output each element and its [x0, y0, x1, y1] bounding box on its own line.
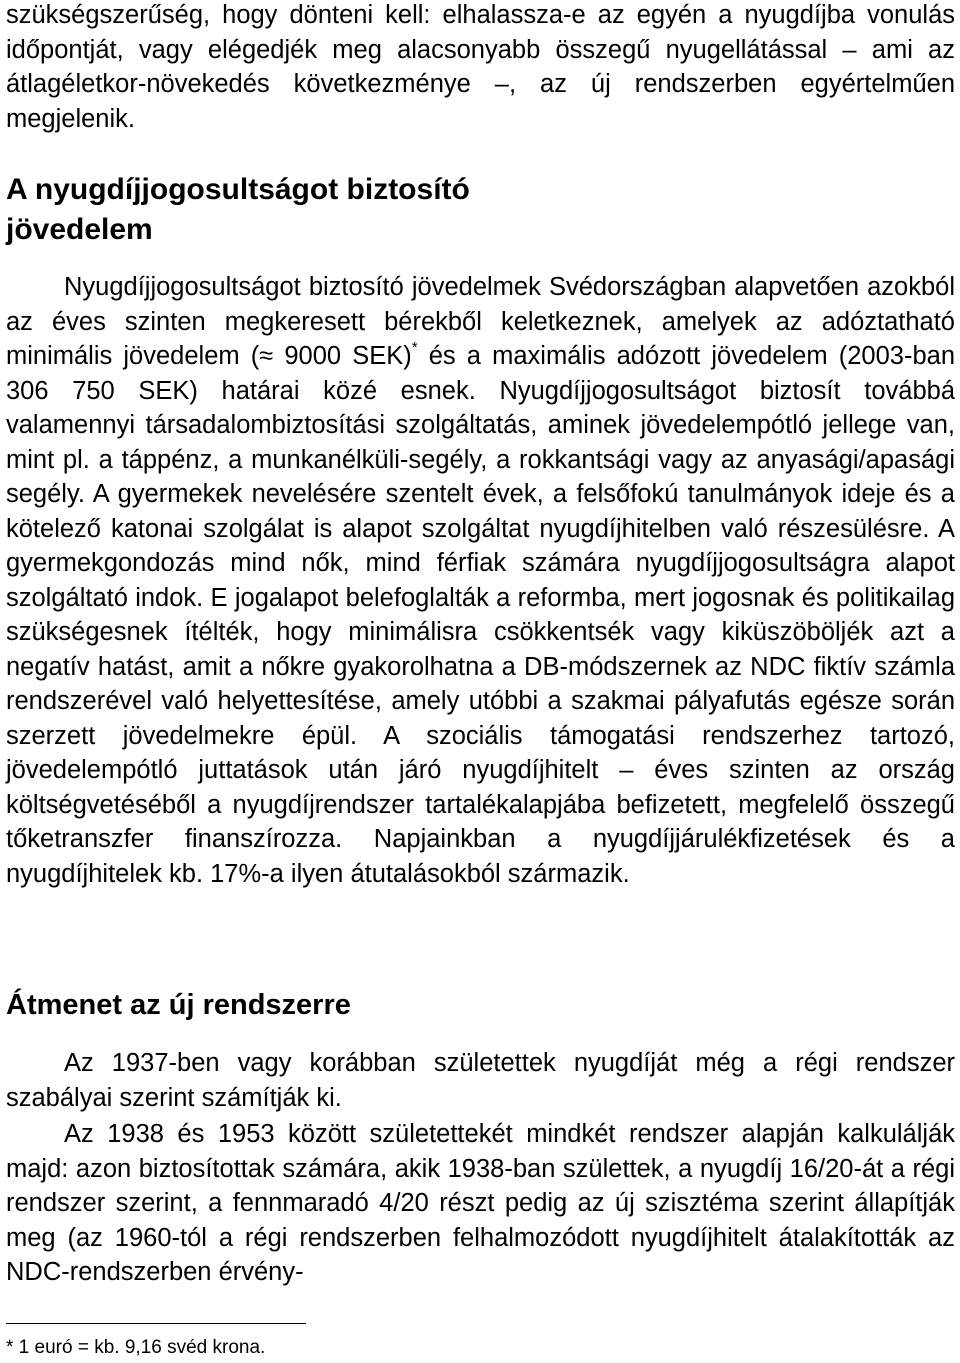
- footnote-marker: *: [411, 339, 418, 356]
- footnote-divider: [6, 1323, 306, 1324]
- income-paragraph-text-b: és a maximális adózott jövedelem (2003-ban 306 750 SEK) határai közé esnek. Nyugdíjjogosultságot biztosít továbbá valamennyi társadalombiztosítási szolgáltatás, aminek jövedelempótló jellege van, mint pl. a táppénz, a munkanélküli-segély, a rokkantsági vagy az anyasági/apasági segély. A gyermekek nevelésére szentelt évek, a felsőfokú tanulmányok ideje és a kötelező katonai szolgálat is alapot szolgáltat nyugdíjhitelben való részesülésre. A gyermekgondozás mind nők, mind férfiak számára nyugdíjjogosultságra alapot szolgáltató indok. E jogalapot belefoglalták a reformba, mert jogosnak és politikailag szükségesnek ítélték, hogy minimálisra csökkentsék vagy kiküszöböljék azt a negatív hatást, amit a nőkre gyakorolhatna a DB-módszernek az NDC fiktív számla rendszerével való helyettesítése, amely utóbbi a szakmai pályafutás egésze során szerzett jövedelmekre épül. A szociális támogatási rendszerhez tartozó, jövedelempótló juttatások után járó nyugdíjhitelt – éves szinten az ország költségvetéséből a nyugdíjrendszer tartalékalapjába befizetett, megfelelő összegű tőketranszfer finanszírozza. Napjainkban a nyugdíjjárulékfizetések és a nyugdíjhitelek kb. 17%-a ilyen átutalásokból származik.: [6, 342, 956, 888]
- income-paragraph: [6, 270, 955, 891]
- section-heading-income: A nyugdíjjogosultságot biztosító jövedelem: [6, 173, 470, 246]
- income-paragraph-text-a: Nyugdíjjogosultságot biztosító jövedelmek Svédországban alapvetően azokból az éves szinten megkeresett bérekből keletkeznek, amelyek az adóztatható minimális jövedelem (≈ 9000 SEK): [6, 273, 955, 370]
- section-heading-transition: Átmenet az új rendszerre: [6, 989, 351, 1021]
- footnote-text: * 1 euró = kb. 9,16 svéd krona.: [6, 1337, 266, 1358]
- transition-paragraph-1: Az 1937-ben vagy korábban születettek nyugdíját még a régi rendszer szabályai szerint számítják ki.: [6, 1049, 955, 1112]
- transition-paragraph-2: Az 1938 és 1953 között születettekét mindkét rendszer alapján kalkulálják majd: azon biztosítottak számára, akik 1938-ban születtek, a nyugdíj 16/20-át a régi rendszer szerint, a fennmaradó 4/20 részt pedig az új szisztéma szerint állapítják meg (az 1960-tól a régi rendszerben felhalmozódott nyugdíjhitelt átalakították az NDC-rendszerben érvény-: [6, 1120, 955, 1286]
- intro-paragraph: szükségszerűség, hogy dönteni kell: elhalassza-e az egyén a nyugdíjba vonulás időpontját, vagy elégedjék meg alacsonyabb összegű nyugellátással – ami az átlagéletkor-növekedés következménye –, az új rendszerben egyértelműen megjelenik.: [6, 1, 955, 133]
